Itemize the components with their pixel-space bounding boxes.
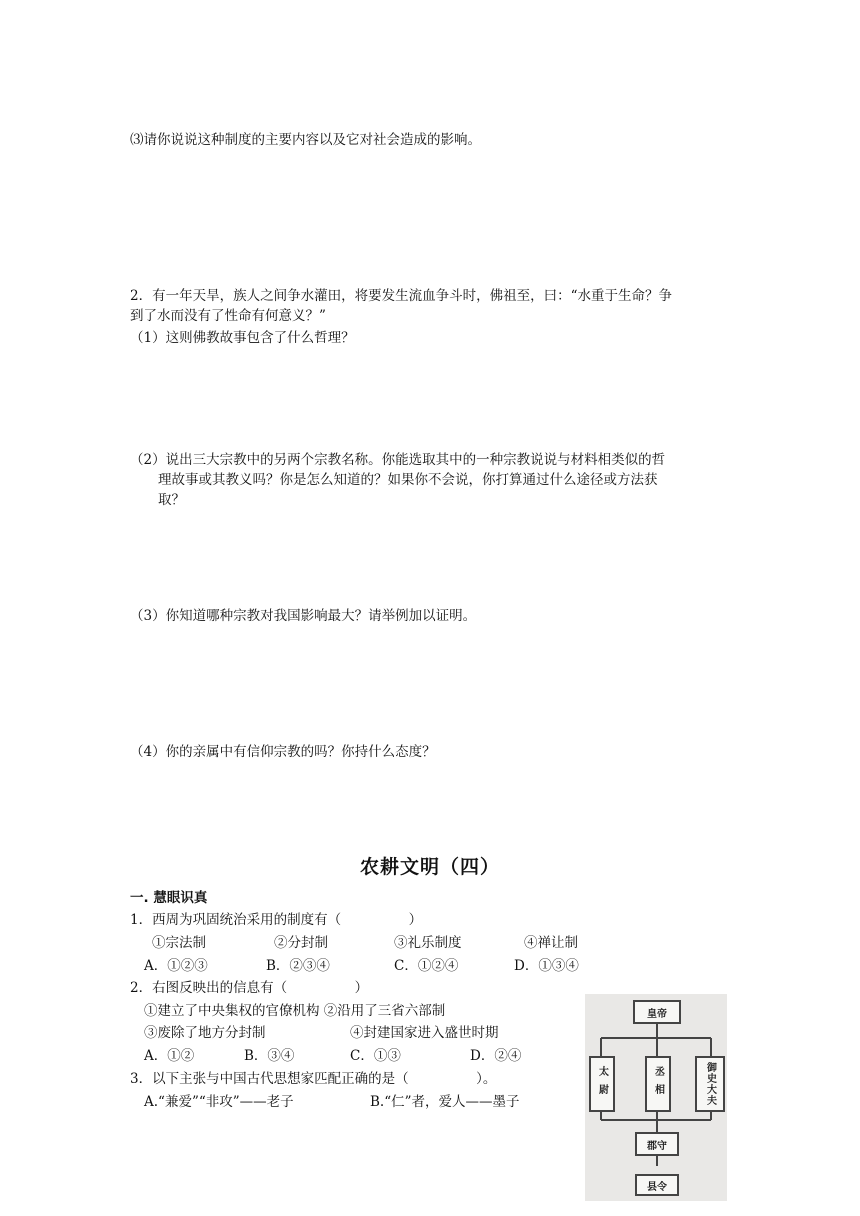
mc-q1-option-c: C．①②④ xyxy=(394,958,459,974)
question-2-sub3: （3）你知道哪种宗教对我国影响最大？请举例加以证明。 xyxy=(130,608,477,624)
mc-q1-item-4: ④禅让制 xyxy=(524,935,578,951)
mc-q3-option-a: A.“兼爱”“非攻”——老子 xyxy=(144,1094,294,1110)
emperor-box: 皇帝 xyxy=(633,1000,681,1024)
mc-q2-option-a: A．①② xyxy=(144,1048,195,1064)
yushidafu-box: 御史大夫 xyxy=(695,1056,725,1112)
xianling-box: 县令 xyxy=(635,1174,679,1196)
government-structure-diagram xyxy=(585,994,727,1201)
mc-q2-stem: 2．右图反映出的信息有（ ） xyxy=(130,980,369,996)
mc-q1-option-b: B．②③④ xyxy=(266,958,330,974)
question-2-sub2-line3: 取？ xyxy=(158,492,185,508)
question-2-sub4: （4）你的亲属中有信仰宗教的吗？你持什么态度？ xyxy=(130,744,436,760)
mc-q3-stem: 3．以下主张与中国古代思想家匹配正确的是（ ）。 xyxy=(130,1071,497,1087)
mc-q3-option-b: B.“仁”者，爱人——墨子 xyxy=(370,1094,520,1110)
mc-q2-items-line1: ①建立了中央集权的官僚机构 ②沿用了三省六部制 xyxy=(144,1003,446,1019)
mc-q1-stem: 1．西周为巩固统治采用的制度有（ ） xyxy=(130,912,423,928)
question-2-stem-line2: 到了水而没有了性命有何意义？” xyxy=(130,308,326,324)
mc-q1-item-2: ②分封制 xyxy=(274,935,328,951)
question-2-sub2-line1: （2）说出三大宗教中的另两个宗教名称。你能选取其中的一种宗教说说与材料相类似的哲 xyxy=(130,452,666,468)
mc-q1-option-d: D．①③④ xyxy=(514,958,579,974)
chapter-title: 农耕文明（四） xyxy=(359,856,500,878)
mc-q2-option-c: C．①③ xyxy=(350,1048,401,1064)
taiwei-box: 太尉 xyxy=(589,1056,615,1112)
question-2-stem-line1: 2．有一年天旱，族人之间争水灌田，将要发生流血争斗时，佛祖至，曰：“水重于生命？争 xyxy=(130,288,672,304)
mc-q2-item-4: ④封建国家进入盛世时期 xyxy=(350,1025,499,1041)
mc-q2-item-3: ③废除了地方分封制 xyxy=(144,1025,266,1041)
junshou-box: 郡守 xyxy=(635,1132,679,1156)
chengxiang-box: 丞相 xyxy=(645,1056,671,1112)
question-q3-part1: ⑶请你说说这种制度的主要内容以及它对社会造成的影响。 xyxy=(130,132,481,148)
mc-q2-option-b: B．③④ xyxy=(244,1048,295,1064)
mc-q1-item-3: ③礼乐制度 xyxy=(394,935,462,951)
question-2-sub2-line2: 理故事或其教义吗？你是怎么知道的？如果你不会说，你打算通过什么途径或方法获 xyxy=(158,472,658,488)
mc-q1-option-a: A．①②③ xyxy=(144,958,208,974)
section-heading: 一. 慧眼识真 xyxy=(130,890,208,906)
mc-q2-option-d: D．②④ xyxy=(470,1048,522,1064)
mc-q1-item-1: ①宗法制 xyxy=(152,935,206,951)
question-2-sub1: （1）这则佛教故事包含了什么哲理？ xyxy=(130,330,355,346)
